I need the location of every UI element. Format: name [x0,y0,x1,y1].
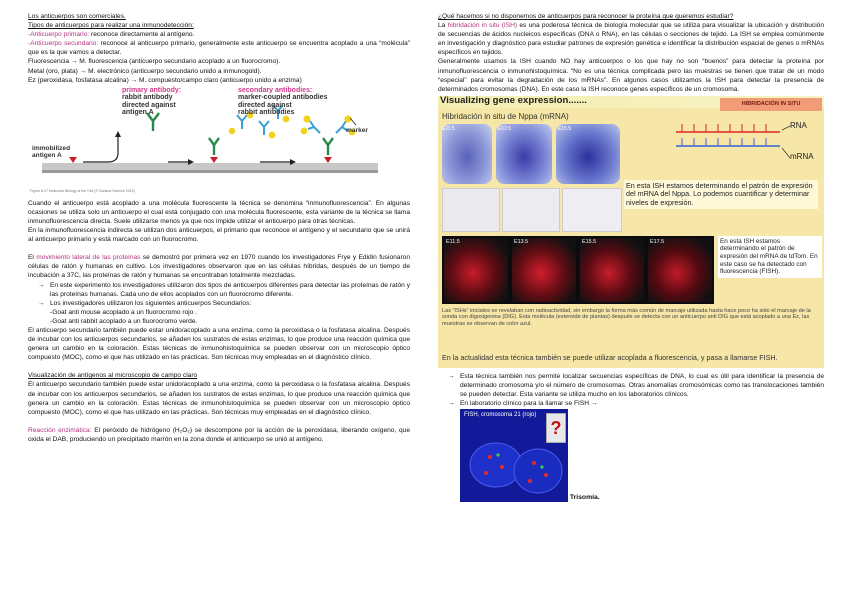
fluor-panel [444,238,508,302]
antigen-label-1: immobilized [32,144,71,152]
paragraph-ish-usage: Generalmente usamos la ISH cuando NO hay anticuerpos o los que hay no son “buenos” para detectar la proteína por inmunofluorescencia o inmunohistoquímica. “No es una técnica complicada pero las muestras se tienen que tratar de un modo “especial” para evitar la degradación de los mRNAs”. En algunos casos utilizamos la ISH para detectar la presencia de determinados cromosomas (DNA). En este caso la ISH reconoce genes específicos de un cromosoma. [438,58,824,93]
antibody-red: -Goat anti mouse acoplado a un fluorocromo rojo . [50,308,197,316]
secondary-title: secondary antibodies: [238,86,313,94]
section-image-2 [502,188,560,232]
bound-complex [323,138,333,155]
marker-pointer [350,118,356,125]
stage-label: E17.5 [650,238,665,245]
bound-primary-antibody [209,138,219,155]
visual-badge: HIBRIDACIÓN IN SITU [720,98,822,111]
stage-label: E11.5 [446,238,460,245]
secondary-text: reconoce al anticuerpo primario, generalmente este anticuerpo se encuentra acoplado a una “molécula” que es la que vamos a detectar. [28,40,410,57]
stage-label: E15.5 [582,238,597,245]
antigen-2 [210,157,218,163]
list-item: → En este experimento los investigadores utilizaron dos tipos de anticuerpos diferentes para detectar las proteínas de ratón y las proteínas humanas. Cada uno de ellos acoplados con un fluorocromo diferente. [38,281,410,299]
marker-label: marker [346,126,368,134]
bound-secondary [308,121,348,133]
antibody-green: -Goat anti rabbit acoplado a un fluorocromo verde. [50,317,198,325]
experiment-list [28,281,410,308]
fluor-line: Fluorescencia → M. fluorescencia (anticuerpo secundario acoplado a un fluorocromo). [28,58,281,66]
slide-base [42,163,378,170]
secondary-term: -Anticuerpo secundario: [28,40,99,48]
primary-term: -Anticuerpo primario: [28,31,90,39]
antigen-label-2: antigen A [32,151,62,159]
paragraph-brightfield: El anticuerpo secundario también puede estar unido/acoplado a una enzima, como la peroxidasa o la fosfatasa alcalina. Después de incubar con los anticuerpos secundarios, se añaden los sustratos de estas enzimas, lo que produce una reacción química que genera un cambio en la coloración. Estas técnicas de inmunohistoquímica se pueden observar con un microscopio óptico compuesto (MOC), como el que has utilizado en las prácticas. Son técnicas muy empleadas en el diagnóstico clínico. [28,381,410,416]
paragraph-enzyme: El anticuerpo secundario también puede estar unido/acoplado a una enzima, como la peroxidasa o la fosfatasa alcalina. Después de incubar con los anticuerpos secundarios, se añaden los sustratos de estas enzimas, lo que produce una reacción química que genera un cambio en la coloración. Estas técnicas de inmunohistoquímica se pueden observar con un microscopio óptico compuesto (MOC), como el que has utilizado en las prácticas. Son técnicas muy empleadas en el diagnóstico clínico. [28,326,410,362]
fluor-panel [648,238,712,302]
primary-label [122,87,181,117]
paragraph-ish [438,21,824,57]
section-title: Los anticuerpos son comerciales. [28,13,126,20]
primary-desc-2: directed against [122,101,176,109]
antigen-3 [324,157,332,163]
fluor-panel [512,238,576,302]
fish-title: FISH, cromosoma 21 (rojo) [464,412,537,419]
ish-term: hibridación in situ (ISH) [447,22,518,30]
reaction-text: El peróxido de hidrógeno (H₂O₂) se descompone por la acción de la peroxidasa, liberando oxígeno, que oxida el DAB, produciendo un precipitado marrón en la zona donde el anticuerpo se unió al antígeno. [28,426,410,443]
primary-text: reconoce directamente al antígeno. [89,31,195,39]
question-heading: ¿Qué hacemos si no disponemos de anticuerpos para reconocer la proteína que queremos estudiar? [438,13,734,20]
primary-def [28,30,410,39]
fish-nuclei [460,409,568,502]
secondary-desc-3: rabbit antibodies [238,108,295,116]
stage-label: E12.5 [498,125,512,132]
antigen-1 [69,157,77,163]
list-item: → Esta técnica también nos permite localizar secuencias específicas de DNA, lo cual es útil para identificar la presencia de determinado cromosoma y/o el número de cromosomas. Otras anomalías cromosómicas como las translocaciones también se pueden detectar. Esta variante se utiliza mucho en los laboratorios clínicos. [448,372,824,399]
left-column [28,12,410,444]
fluor-panel [580,238,644,302]
primary-desc-3: antigen A [122,108,154,116]
arrow-1 [83,135,118,162]
secondary-desc-2: directed against [238,101,292,109]
ish-bottom-line: En la actualidad esta técnica también se puede utilizar acoplada a fluorescencia, y pasa a llamarse FISH. [442,352,778,362]
section-image-3 [562,188,622,232]
antigen-label [32,145,70,159]
secondary-def [28,39,410,57]
ish-visual [438,96,824,368]
list-item: → Los investigadores utilizaron los siguientes anticuerpos Secundarios: [38,299,410,308]
stage-label: E13.5 [514,238,529,245]
metal-line: Metal (oro, plata) → M. electrónico (anticuerpo secundario unido a inmunogold). [28,67,262,75]
question-mark-icon: ? [546,413,566,443]
section-image-1 [442,188,500,232]
fish-row [438,409,824,502]
visual-title: Visualizing gene expression....... [440,95,587,106]
paragraph-reaction [28,426,410,444]
paragraph-lateral-movement [28,253,410,280]
secondary-label [238,87,327,117]
mrna-label: mRNA [790,151,814,161]
trisomy-label: Trisomía. [569,494,600,502]
stage-label: E15.5 [558,125,572,132]
visual-subtitle: Hibridación in situ de Nppa (mRNA) [442,111,569,121]
primary-desc-1: rabbit antibody [122,94,173,102]
figure-caption: Figure 8-17 Molecular Biology of the Cell (© Garland Science 2015) [30,188,135,193]
p3-post: se demostró por primera vez en 1970 cuando los investigadores Frye y Edidin fusionaron células de ratón y humanas en cultivo. Los investigadores observaron que en las células híbridas, después de un tiempo de incubación a 37C, las proteínas de ratón y humanas se encontraban totalmente mezcladas. [28,254,410,280]
right-column [438,12,824,502]
ish-note-2: En esta ISH estamos determinando el patrón de expresión del mRNA de tdTom. En este caso se ha detectado con fluorescencia (FISH). [718,236,822,278]
reaction-term: Reacción enzimática: [28,426,92,434]
types-heading: Tipos de anticuerpos para realizar una inmunodetección: [28,22,194,30]
ish-pre: La [438,22,448,30]
stage-label: E11.5 [442,125,455,132]
fish-list [438,372,824,408]
paragraph-immunofluorescence: Cuando el anticuerpo está acoplado a una molécula fluorescente la técnica se denomina “inmunofluorescencia”. En algunas ocasiones se utiliza solo un anticuerpo el cual está conjugado con una molécula fluorescente, esta variante de la técnica se llama inmunofluorescencia directa. Suele utilizarse menos ya que nos impide utilizar el anticuerpo para otras técnicas. [28,199,410,225]
paragraph-indirect: En la inmunofluorescencia indirecta se utilizan dos anticuerpos, el primario que reconoce el antígeno y el secundario que se unirá al anticuerpo primario y está marcado con un fluorocromo. [28,227,410,244]
ish-post: es una poderosa técnica de biología molecular que se utiliza para visualizar la ubicación y distribución de secuencias de ácidos nucleicos específicas (DNA o RNA), en las células o secciones de tejido. La ISH se emplea comúnmente en investigación y diagnóstico para estudiar patrones de expresión genética e identificar la distribución espacial de genes o mRNAs específicos en tejidos. [438,22,824,57]
enz-line: Ez (peroxidasa, fosfatasa alcalina) → M. compuesto/campo claro (anticuerpo unido a enzima) [28,76,302,84]
fish-image [460,409,568,502]
brightfield-heading: Visualización de antígenos al microscopio de campo claro [28,372,198,380]
antibody-diagram [28,87,384,196]
ish-note-1: En esta ISH estamos determinando el patrón de expresión del mRNA del Nppa. Lo podemos cuantificar y determinar niveles de expresión. [624,180,818,209]
p3-pre: El [28,254,37,262]
antibody-figure [28,87,384,196]
list-item: → En laboratorio clínico para la llamar se FISH → [448,399,824,408]
ish-caption: Las “ISHs” iniciales se revelaban con radioactividad, sin embargo la forma más común de marcaje utilizada hasta hace poco ha sido el marcaje de la sonda con digoxigenina (DIG). Esta molécula (esteroide de plantas) después se detecta con un anticuerpo anti DIG que está acoplado a una Ez, las muestras se observan de color azul. [442,307,811,328]
rna-label: RNA [790,120,807,130]
p3-term: movimiento lateral de las proteínas [36,254,141,262]
secondary-desc-1: marker-coupled antibodies [238,94,328,102]
slide-edge [42,170,378,173]
primary-title: primary antibody: [122,86,182,94]
